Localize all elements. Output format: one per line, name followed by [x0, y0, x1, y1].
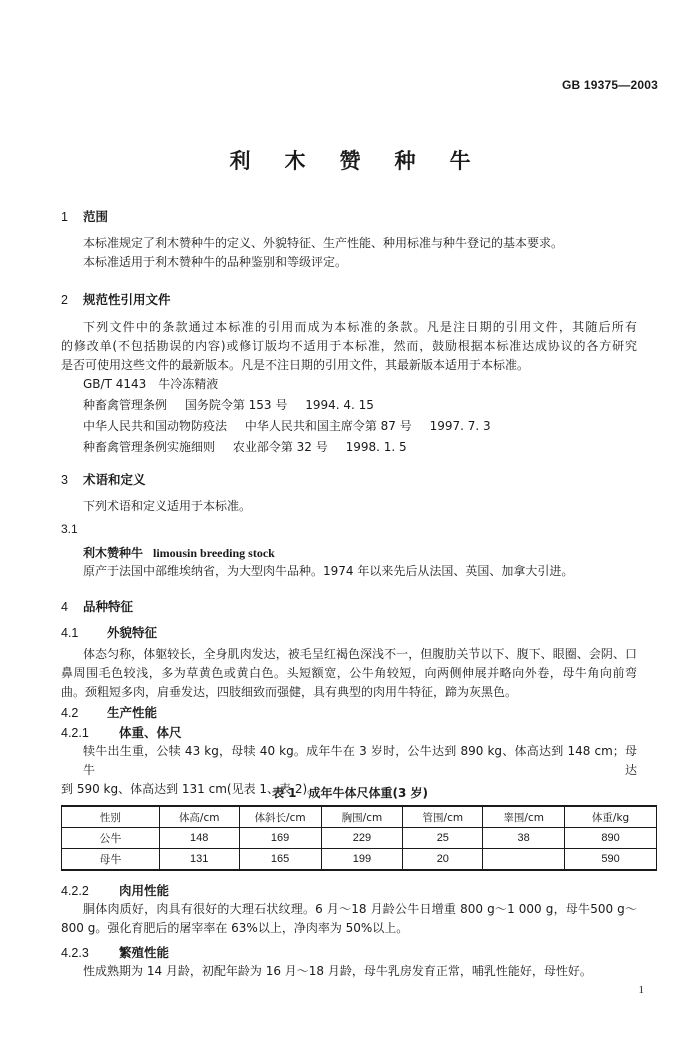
paragraph-line: 体态匀称，体躯较长，全身肌肉发达，被毛呈红褐色深浅不一，但腹肋关节以下、腹下、眼圈、会阴、口 [83, 647, 637, 661]
table-header-row [62, 806, 657, 828]
paragraph-line: 犊牛出生重，公犊 43 kg，母犊 40 kg。成年牛在 3 岁时，公牛达到 890 kg、体高达到 148 cm；母牛达 [83, 744, 637, 777]
table-cell: 38 [483, 828, 565, 849]
table-header-cell: 体重/kg [565, 806, 657, 828]
term-entry: 利木赞种牛 limousin breeding stock [83, 546, 275, 560]
paragraph-line: 的修改单(不包括勘误的内容)或修订版均不适用于本标准，然而，鼓励根据本标准达成协议的各方研究 [61, 339, 637, 353]
reference-item: GB/T 4143 牛冷冻精液 [83, 377, 219, 391]
paragraph-line: 曲。颈粗短多肉，肩垂发达，四肢细致而强健，具有典型的肉用牛特征，蹄为灰黑色。 [61, 685, 518, 699]
table-header-cell: 体斜长/cm [239, 806, 321, 828]
table-cell: 131 [159, 849, 239, 871]
section-3-heading: 3 术语和定义 [61, 472, 146, 487]
paragraph-line: 性成熟期为 14 月龄，初配年龄为 16 月～18 月龄，母牛乳房发育正常，哺乳性能好，母性好。 [83, 964, 592, 978]
standard-number: GB 19375—2003 [562, 78, 658, 92]
page-number: 1 [638, 984, 644, 996]
section-4-2-heading: 4.2 生产性能 [61, 705, 158, 720]
paragraph-line: 到 590 kg、体高达到 131 cm(见表 1、表 2)。 [61, 782, 320, 796]
reference-item: 中华人民共和国动物防疫法 中华人民共和国主席令第 87 号 1997. 7. 3 [83, 419, 491, 433]
body-measurement-table [61, 805, 657, 871]
table-header-cell: 体高/cm [159, 806, 239, 828]
table-cell: 25 [403, 828, 483, 849]
table-cell: 148 [159, 828, 239, 849]
term-number: 3.1 [61, 522, 78, 536]
reference-item: 种畜禽管理条例实施细则 农业部令第 32 号 1998. 1. 5 [83, 440, 407, 454]
paragraph-line: 下列术语和定义适用于本标准。 [83, 499, 252, 513]
table-row [62, 828, 657, 849]
paragraph-line: 800 g。强化育肥后的屠宰率在 63%以上，净肉率为 50%以上。 [61, 921, 409, 935]
reference-item: 种畜禽管理条例 国务院令第 153 号 1994. 4. 15 [83, 398, 374, 412]
table-header-cell: 睾围/cm [483, 806, 565, 828]
table-cell: 590 [565, 849, 657, 871]
table-cell: 890 [565, 828, 657, 849]
normative-references [83, 374, 491, 458]
section-4-2-2-heading: 4.2.2 肉用性能 [61, 883, 170, 898]
section-4-2-3-body [61, 962, 637, 981]
table-cell: 母牛 [62, 849, 160, 871]
paragraph-line: 原产于法国中部维埃纳省，为大型肉牛品种。1974 年以来先后从法国、英国、加拿大引进。 [83, 564, 574, 578]
section-3-intro [61, 497, 637, 516]
paragraph-line: 本标准规定了利木赞种牛的定义、外貌特征、生产性能、种用标准与种牛登记的基本要求。 [83, 236, 564, 250]
table-cell: 165 [239, 849, 321, 871]
section-4-2-3-heading: 4.2.3 繁殖性能 [61, 945, 170, 960]
section-4-2-2-body [61, 900, 637, 938]
paragraph-line: 本标准适用于利木赞种牛的品种鉴别和等级评定。 [83, 255, 348, 269]
section-1-heading: 1 范围 [61, 209, 109, 224]
paragraph-line: 是否可使用这些文件的最新版本。凡是不注日期的引用文件，其最新版本适用于本标准。 [61, 358, 530, 372]
section-4-1-body [61, 645, 637, 702]
section-4-heading: 4 品种特征 [61, 599, 134, 614]
section-4-2-1-heading: 4.2.1 体重、体尺 [61, 725, 182, 740]
table-cell [483, 849, 565, 871]
paragraph-line: 胴体肉质好，肉具有很好的大理石状纹理。6 月～18 月龄公牛日增重 800 g～1 000 g，母牛500 g～ [83, 902, 637, 916]
section-2-heading: 2 规范性引用文件 [61, 292, 171, 307]
paragraph-line: 下列文件中的条款通过本标准的引用而成为本标准的条款。凡是注日期的引用文件，其随后所有 [83, 320, 637, 334]
table-header-cell: 胸围/cm [321, 806, 403, 828]
table-cell: 229 [321, 828, 403, 849]
paragraph-line: 鼻周围毛色较浅，多为草黄色或黄白色。头短额宽，公牛角较短，向两侧伸展并略向外卷，母牛角向前弯 [61, 666, 637, 680]
term-definition [61, 562, 637, 581]
table-cell: 199 [321, 849, 403, 871]
table-cell: 公牛 [62, 828, 160, 849]
table-caption: 表 1 成年牛体尺体重(3 岁) [271, 786, 429, 800]
section-1-body [61, 234, 637, 272]
table-header-cell: 管围/cm [403, 806, 483, 828]
section-4-1-heading: 4.1 外貌特征 [61, 625, 158, 640]
table-row [62, 849, 657, 871]
table-cell: 20 [403, 849, 483, 871]
section-2-body [61, 318, 637, 375]
table-header-cell: 性别 [62, 806, 160, 828]
table-cell: 169 [239, 828, 321, 849]
document-title: 利木赞种牛 [229, 149, 505, 173]
